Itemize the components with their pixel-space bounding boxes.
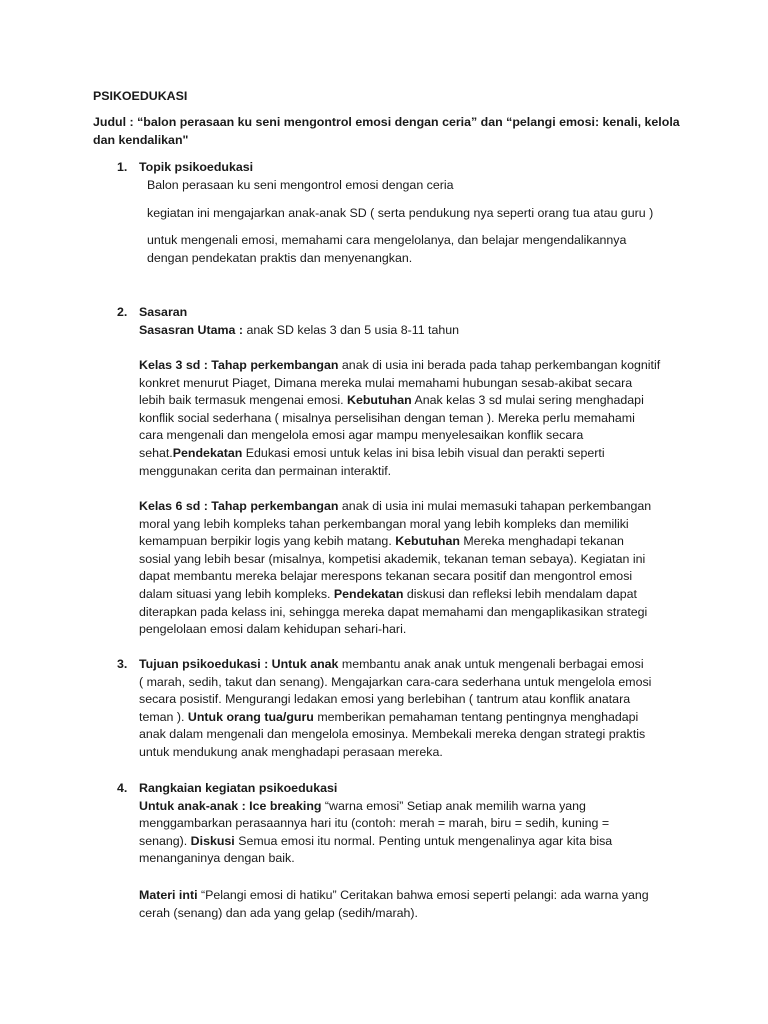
materi-inti-paragraph: Materi inti “Pelangi emosi di hatiku” Ceritakan bahwa emosi seperti pelangi: ada warna yang cerah (senang) dan ada yang gelap (sedih/marah). [139,888,649,920]
section-1-heading: Topik psikoedukasi [139,160,254,174]
kelas-6-paragraph: Kelas 6 sd : Tahap perkembangan anak di usia ini mulai memasuki tahapan perkembangan moral yang lebih kompleks tahan perkembangan moral yang lebih kompleks dan memiliki kemampuan berpikir logis yang kebih matang. Kebutuhan Mereka menghadapi tekanan sosial yang lebih besar (misalnya, kompetisi akademik, tekanan teman sebaya). Kegiatan ini dapat membantu mereka belajar merespons tekanan secara positif dan mengontrol emosi dalam situasi yang lebih kompleks. Pendekatan diskusi dan refleksi lebih mendalam dapat diterapkan pada kelass ini, sehingga mereka dapat memahami dan mengaplikasikan strategi pengelolaan emosi dalam kehidupan sehari-hari. [139,499,652,637]
section-4-activities: Rangkaian kegiatan psikoedukasi Untuk anak-anak : Ice breaking “warna emosi” Setiap anak memilih warna yang menggambarkan perasaannya hari itu (contoh: merah = marah, biru = sedih, kuning = senang). Diskusi Semua emosi itu normal. Penting untuk mengenalinya agar kita bisa menanganinya dengan baik. [139,781,613,866]
section-2-target: Sasaran Sasasran Utama : anak SD kelas 3 dan 5 usia 8-11 tahun [139,305,460,337]
section-1-paragraph-2: untuk mengenali emosi, memahami cara mengelolanya, dan belajar mengendalikannya dengan pendekatan praktis dan menyenangkan. [147,233,627,265]
section-1-paragraph-1: kegiatan ini mengajarkan anak-anak SD ( serta pendukung nya seperti orang tua atau guru ) [147,206,654,220]
kelas-3-paragraph: Kelas 3 sd : Tahap perkembangan anak di usia ini berada pada tahap perkembangan kognitif konkret menurut Piaget, Dimana mereka mulai memahami hubungan sesab-akibat secara lebih baik termasuk mengenai emosi. Kebutuhan Anak kelas 3 sd mulai sering menghadapi konflik social sederhana ( misalnya perselisihan dengan teman ). Mereka perlu memahami cara mengenali dan mengelola emosi agar mampu menyelesaikan konflik secara sehat.Pendekatan Edukasi emosi untuk kelas ini bisa lebih visual dan perakti seperti menggunakan cerita dan permainan interaktif. [139,358,661,478]
section-1-topic: Balon perasaan ku seni mengontrol emosi dengan ceria [147,178,454,192]
section-3-goals: Tujuan psikoedukasi : Untuk anak membantu anak anak untuk mengenali berbagai emosi ( marah, sedih, takut dan senang). Mengajarkan cara-cara sederhana untuk mengelola emosi secara posistif. Mengurangi ledakan emosi yang berlebihan ( tantrum atau konflik anatara teman ). Untuk orang tua/guru memberikan pemahaman tentang pentingnya menghadapi anak dalam mengenali dan mengelola emosinya. Membekali mereka dengan strategi praktis untuk mendukung anak menghadapi perasaan mereka. [139,657,652,759]
document-title: PSIKOEDUKASI [93,89,188,103]
judul-paragraph: Judul : “balon perasaan ku seni mengontrol emosi dengan ceria” dan “pelangi emosi: kenali, kelola dan kendalikan" [93,115,680,147]
section-2-number: 2. [117,305,128,319]
section-4-number: 4. [117,781,128,795]
section-3-number: 3. [117,657,128,671]
section-1-number: 1. [117,160,128,174]
